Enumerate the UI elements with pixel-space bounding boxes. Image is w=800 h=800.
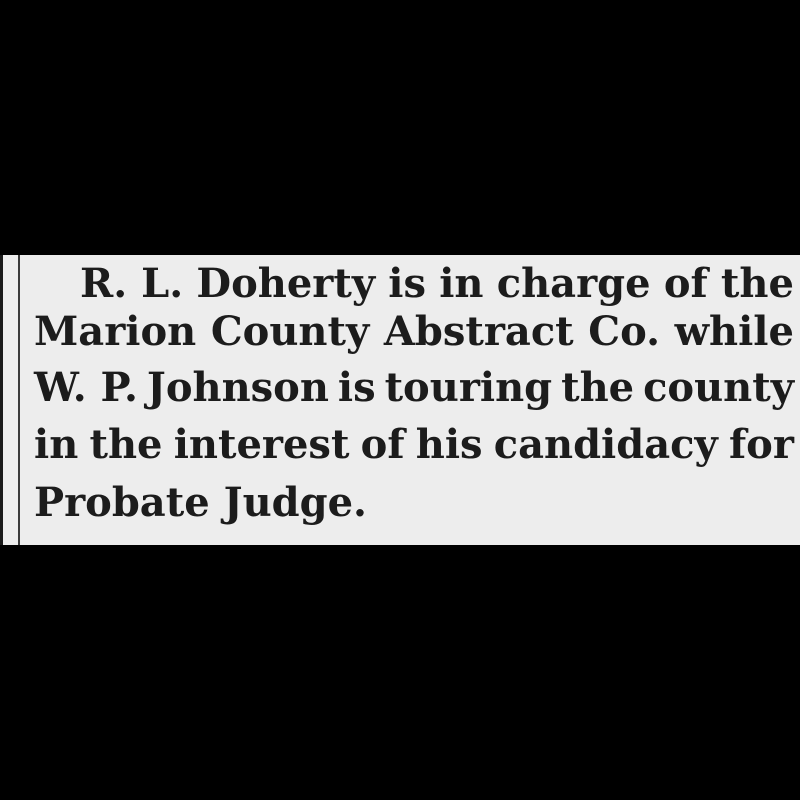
- word: Abstract: [383, 308, 574, 355]
- word: Johnson: [146, 364, 329, 411]
- word: charge: [496, 260, 651, 307]
- article-line-5: [34, 474, 794, 532]
- word: Co.: [588, 308, 660, 355]
- word: Marion: [34, 308, 197, 355]
- word: the: [720, 260, 794, 307]
- word: while: [674, 308, 794, 355]
- word: the: [561, 364, 635, 411]
- word: County: [210, 308, 370, 355]
- word: R. L.: [80, 260, 184, 307]
- word: Judge.: [223, 479, 367, 526]
- word: of: [360, 421, 405, 468]
- word: is: [337, 364, 376, 411]
- article-line-2: [34, 303, 794, 361]
- word: candidacy: [493, 421, 718, 468]
- word: of: [663, 260, 708, 307]
- word: is: [388, 260, 427, 307]
- word: county: [643, 364, 794, 411]
- word: his: [415, 421, 483, 468]
- word: interest: [173, 421, 350, 468]
- column-edge: [0, 255, 3, 545]
- word: the: [89, 421, 163, 468]
- article-line-3: [34, 359, 794, 417]
- word: for: [728, 421, 794, 468]
- word: touring: [384, 364, 553, 411]
- word: Doherty: [196, 260, 376, 307]
- newspaper-clipping: [0, 255, 800, 545]
- column-rule: [18, 255, 20, 545]
- word: in: [439, 260, 484, 307]
- word: Probate: [34, 479, 210, 526]
- word: in: [34, 421, 79, 468]
- word: W. P.: [34, 364, 138, 411]
- article-line-4: [34, 416, 794, 474]
